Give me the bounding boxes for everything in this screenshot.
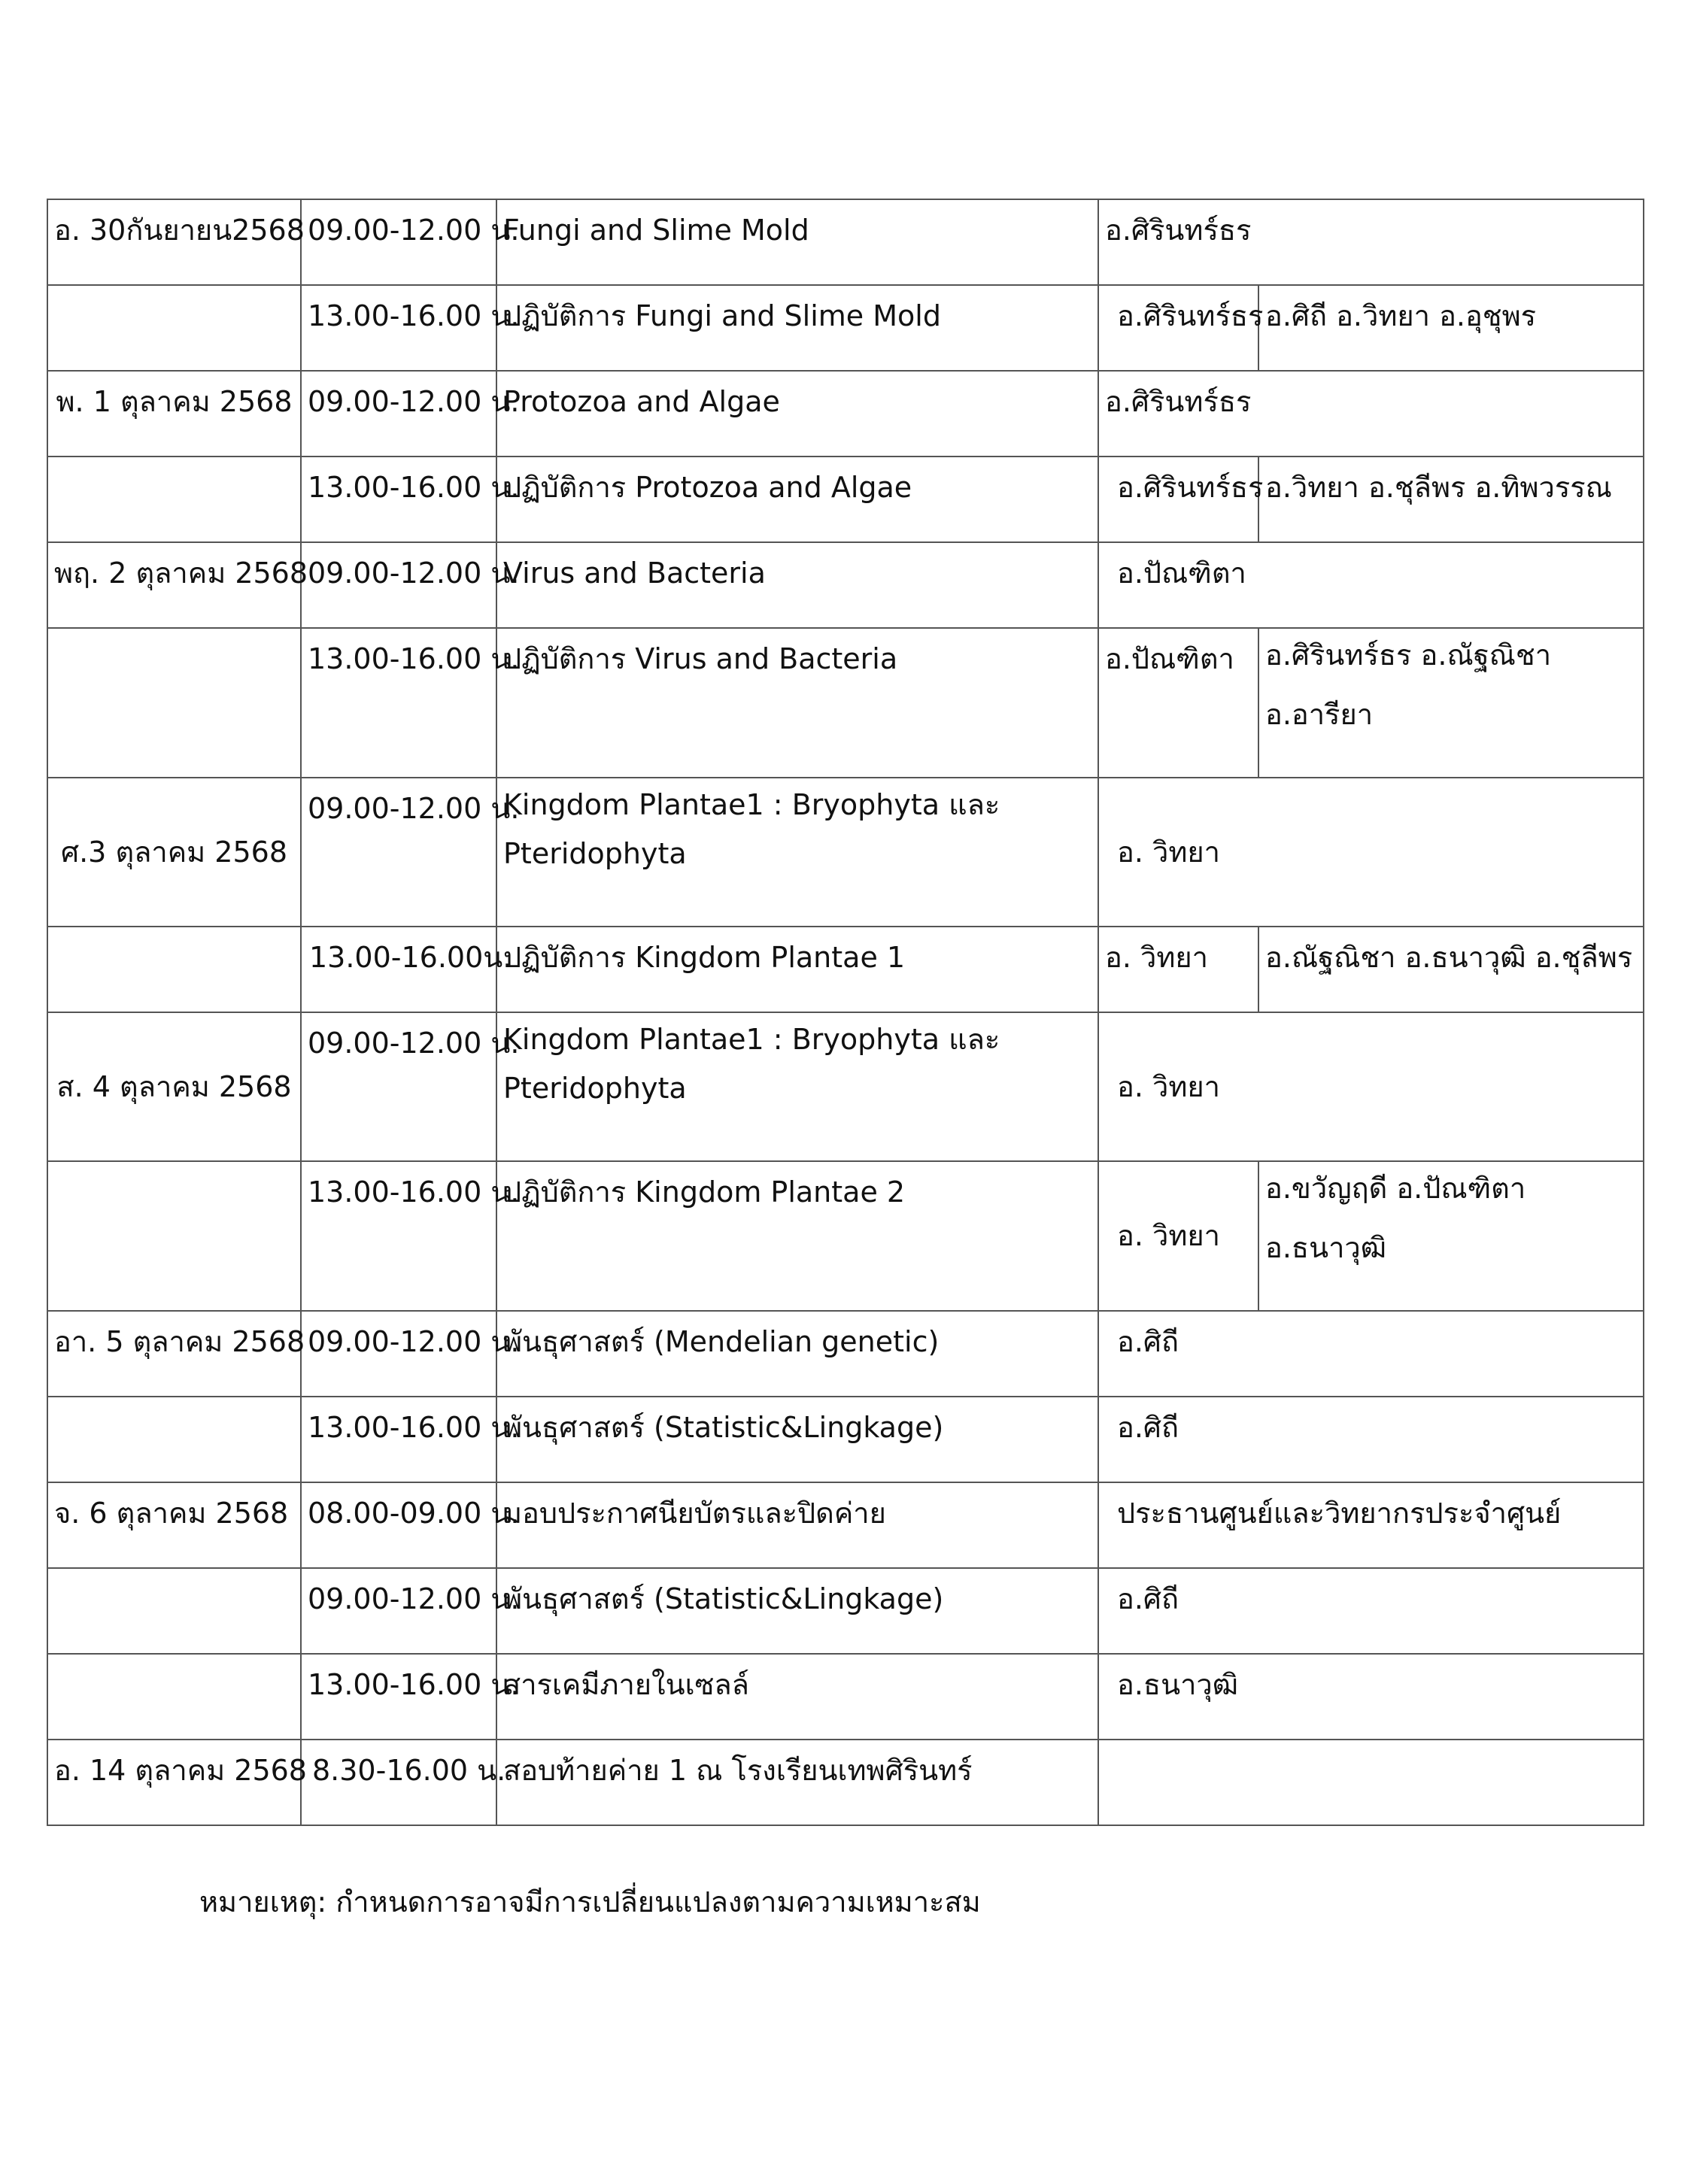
- date-cell: [47, 1654, 301, 1740]
- time-cell: 09.00-12.00 น.: [301, 542, 496, 628]
- assistants-cell: [1258, 1161, 1644, 1311]
- lecturer-cell: อ.ศิรินทร์ธร: [1098, 285, 1258, 371]
- subject-cell: พันธุศาสตร์ (Mendelian genetic): [496, 1311, 1098, 1397]
- subject-cell: Fungi and Slime Mold: [496, 199, 1098, 285]
- table-row: [47, 778, 1644, 927]
- date-cell: [47, 457, 301, 542]
- subject-cell: Protozoa and Algae: [496, 371, 1098, 457]
- time-cell: 09.00-12.00 น.: [301, 1012, 496, 1161]
- lecturer-cell: อ.ศิรินทร์ธร: [1098, 199, 1644, 285]
- assistants-line: อ.ธนาวุฒิ: [1265, 1231, 1387, 1264]
- table-row: [47, 1568, 1644, 1654]
- lecturer-cell: อ.ปัณฑิตา: [1098, 542, 1644, 628]
- time-cell: 13.00-16.00 น.: [301, 628, 496, 778]
- time-cell: 13.00-16.00 น.: [301, 1161, 496, 1311]
- date-cell: [47, 927, 301, 1012]
- date-cell: อ. 14 ตุลาคม 2568: [47, 1740, 301, 1825]
- date-cell: [47, 1161, 301, 1311]
- table-row: [47, 1311, 1644, 1397]
- table-row: [47, 1482, 1644, 1568]
- date-cell: ส. 4 ตุลาคม 2568: [47, 1012, 301, 1161]
- time-cell: 13.00-16.00 น.: [301, 457, 496, 542]
- lecturer-cell: อ.ศิรินทร์ธร: [1098, 371, 1644, 457]
- time-cell: 8.30-16.00 น.: [301, 1740, 496, 1825]
- subject-cell: ปฏิบัติการ Kingdom Plantae 1: [496, 927, 1098, 1012]
- lecturer-cell: อ.ศิถี: [1098, 1568, 1644, 1654]
- time-cell: 09.00-12.00 น.: [301, 1311, 496, 1397]
- subject-cell: พันธุศาสตร์ (Statistic&Lingkage): [496, 1397, 1098, 1482]
- assistants-cell: อ.วิทยา อ.ชุลีพร อ.ทิพวรรณ: [1258, 457, 1644, 542]
- date-cell: [47, 1568, 301, 1654]
- table-row: [47, 1654, 1644, 1740]
- subject-cell: มอบประกาศนียบัตรและปิดค่าย: [496, 1482, 1098, 1568]
- assistants-cell: [1258, 628, 1644, 778]
- time-cell: 13.00-16.00 น.: [301, 1397, 496, 1482]
- date-cell: [47, 1397, 301, 1482]
- date-cell: อ. 30กันยายน2568: [47, 199, 301, 285]
- subject-line: Kingdom Plantae1 : Bryophyta และ: [503, 788, 1000, 821]
- assistants-cell: อ.ศิถี อ.วิทยา อ.อุชุพร: [1258, 285, 1644, 371]
- table-row: [47, 371, 1644, 457]
- table-row: [47, 1740, 1644, 1825]
- subject-line: Kingdom Plantae1 : Bryophyta และ: [503, 1023, 1000, 1056]
- lecturer-cell: อ.ศิถี: [1098, 1311, 1644, 1397]
- assistants-cell: อ.ณัฐณิชา อ.ธนาวุฒิ อ.ชุลีพร: [1258, 927, 1644, 1012]
- subject-cell: [496, 1012, 1098, 1161]
- lecturer-cell: อ.ศิถี: [1098, 1397, 1644, 1482]
- time-cell: 13.00-16.00 น.: [301, 285, 496, 371]
- date-cell: จ. 6 ตุลาคม 2568: [47, 1482, 301, 1568]
- time-cell: 13.00-16.00 น.: [301, 1654, 496, 1740]
- subject-cell: [496, 778, 1098, 927]
- subject-line: Pteridophyta: [503, 1072, 687, 1105]
- subject-cell: สารเคมีภายในเซลล์: [496, 1654, 1098, 1740]
- subject-cell: ปฏิบัติการ Virus and Bacteria: [496, 628, 1098, 778]
- time-cell: 09.00-12.00 น.: [301, 1568, 496, 1654]
- table-row: [47, 1397, 1644, 1482]
- time-cell: 09.00-12.00 น.: [301, 199, 496, 285]
- date-cell: อา. 5 ตุลาคม 2568: [47, 1311, 301, 1397]
- lecturer-cell: อ.ธนาวุฒิ: [1098, 1654, 1644, 1740]
- table-row: [47, 927, 1644, 1012]
- time-cell: 08.00-09.00 น.: [301, 1482, 496, 1568]
- time-cell: 09.00-12.00 น.: [301, 371, 496, 457]
- date-cell: [47, 285, 301, 371]
- table-row: [47, 1012, 1644, 1161]
- subject-cell: ปฏิบัติการ Fungi and Slime Mold: [496, 285, 1098, 371]
- lecturer-cell: อ. วิทยา: [1098, 927, 1258, 1012]
- date-cell: ศ.3 ตุลาคม 2568: [47, 778, 301, 927]
- subject-cell: ปฏิบัติการ Protozoa and Algae: [496, 457, 1098, 542]
- date-cell: พฤ. 2 ตุลาคม 2568: [47, 542, 301, 628]
- subject-cell: Virus and Bacteria: [496, 542, 1098, 628]
- lecturer-cell: อ.ปัณฑิตา: [1098, 628, 1258, 778]
- table-row: [47, 1161, 1644, 1311]
- lecturer-cell: อ. วิทยา: [1098, 1012, 1644, 1161]
- assistants-line: อ.อารียา: [1265, 698, 1374, 731]
- lecturer-cell: อ.ศิรินทร์ธร: [1098, 457, 1258, 542]
- table-row: [47, 628, 1644, 778]
- lecturer-cell: ประธานศูนย์และวิทยากรประจำศูนย์: [1098, 1482, 1644, 1568]
- table-row: [47, 542, 1644, 628]
- subject-cell: พันธุศาสตร์ (Statistic&Lingkage): [496, 1568, 1098, 1654]
- subject-line: Pteridophyta: [503, 837, 687, 870]
- table-row: [47, 457, 1644, 542]
- table-row: [47, 199, 1644, 285]
- time-cell: 13.00-16.00น.: [301, 927, 496, 1012]
- assistants-line: อ.ศิรินทร์ธร อ.ณัฐณิชา: [1265, 639, 1552, 672]
- time-cell: 09.00-12.00 น.: [301, 778, 496, 927]
- table-row: [47, 285, 1644, 371]
- lecturer-cell: อ. วิทยา: [1098, 1161, 1258, 1311]
- assistants-line: อ.ขวัญฤดี อ.ปัณฑิตา: [1265, 1172, 1526, 1205]
- subject-cell: สอบท้ายค่าย 1 ณ โรงเรียนเทพศิรินทร์: [496, 1740, 1098, 1825]
- date-cell: พ. 1 ตุลาคม 2568: [47, 371, 301, 457]
- lecturer-cell: อ. วิทยา: [1098, 778, 1644, 927]
- footnote: หมายเหตุ: กำหนดการอาจมีการเปลี่ยนแปลงตามความเหมาะสม: [199, 1885, 981, 1919]
- subject-cell: ปฏิบัติการ Kingdom Plantae 2: [496, 1161, 1098, 1311]
- schedule-table: [47, 199, 1644, 1826]
- date-cell: [47, 628, 301, 778]
- lecturer-cell: [1098, 1740, 1644, 1825]
